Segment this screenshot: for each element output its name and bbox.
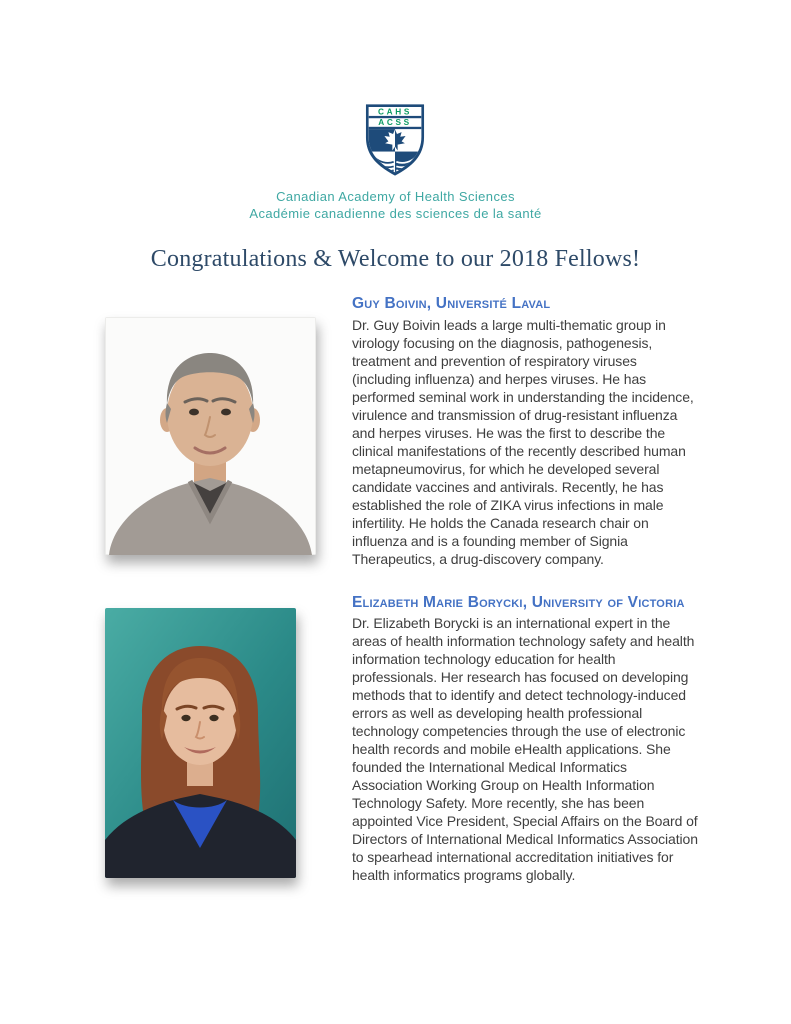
woman-portrait-illustration — [105, 608, 296, 878]
portrait-photo-elizabeth-borycki — [105, 608, 296, 878]
org-name-french: Académie canadienne des sciences de la santé — [249, 206, 542, 221]
fellow-name-elizabeth-borycki: Elizabeth Marie Borycki, University of Victoria — [352, 594, 685, 611]
cahs-logo — [362, 99, 428, 181]
page-title: Congratulations & Welcome to our 2018 Fellows! — [150, 246, 641, 272]
logo-acronym-fr: ACSS — [378, 118, 412, 128]
cahs-shield-icon — [362, 99, 428, 181]
logo-acronym-en: CAHS — [378, 107, 412, 117]
fellow-bio-elizabeth-borycki: Dr. Elizabeth Borycki is an international expert in the areas of health information technology safety and health information technology education for health professionals. Her research has focused on developing methods that to identify and detect technology-induced errors as well as developing health professional technology competencies through the use of electronic health records and mobile eHealth applications. She founded the International Medical Informatics Association Working Group on Health Information Technology Safety. More recently, she has been appointed Vice President, Special Affairs on the Board of Directors of International Medical Informatics Association to spearhead international accreditation initiatives for health informatics programs globally. — [352, 615, 698, 883]
fellow-name-guy-boivin: Guy Boivin, Université Laval — [352, 295, 551, 312]
portrait-photo-guy-boivin — [105, 317, 316, 555]
fellow-bio-guy-boivin: Dr. Guy Boivin leads a large multi-thematic group in virology focusing on the diagnosis, pathogenesis, treatment and prevention of respiratory viruses (including influenza) and herpes viruses. He has performed seminal work in understanding the incidence, virulence and transmission of drug-resistant influenza and herpes viruses. He was the first to describe the clinical manifestations of the recently described human metapneumovirus, for which he developed several candidate vaccines and antivirals. Recently, he has established the role of ZIKA virus infections in male infertility. He holds the Canada research chair on influenza and is a founding member of Signia Therapeutics, a drug-discovery company. — [352, 317, 694, 567]
org-name-english: Canadian Academy of Health Sciences — [276, 189, 515, 204]
man-portrait-illustration — [105, 317, 316, 555]
